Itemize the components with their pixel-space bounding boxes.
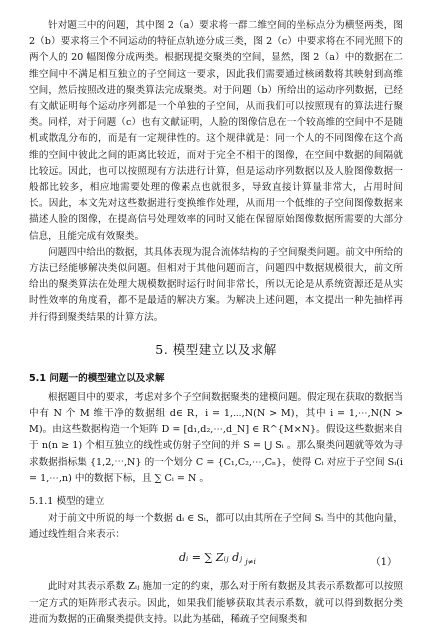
model-paragraph [29, 390, 403, 487]
equation-expression: dᵢ = ∑ Zᵢⱼ dⱼ [179, 551, 243, 565]
model-paragraph-part-1: 根据题目中的要求，考虑对多个子空间数据聚类的建模问题。假定现在获取的数据当中有 N 个 M 维干净的数据组 d [29, 391, 403, 420]
model-paragraph-part-2: ∈ R [175, 408, 195, 420]
subsection-heading: 5.1 问题一的模型建立以及求解 [29, 372, 165, 384]
paper-page [29, 18, 403, 628]
subsubsection-heading: 5.1.1 模型的建立 [29, 496, 105, 508]
intro-paragraph-2: 问题四中给出的数据，其具体表现为混合流体结构的子空间聚类问题。前文中所给的方法已经能够解决类似问题。但相对于其他问题而言，问题四中数据规模很大，前文所给出的聚类算法在处理大规模数据时运行时间非常长，所以无论是从系统资源还是从实时性效率的角度看，都不是最适的解决方案。为解决上述问题，本文提出一种先抽样再并行得到聚类结果的计算方法。 [29, 246, 403, 323]
equation-subscript: j≠i [245, 558, 256, 567]
closing-paragraph: 此时对其表示系数 Zᵢⱼ 施加一定的约束，那么对于所有数据及其表示系数都可以按照一定方式的矩阵形式表示。因此，如果我们能够获取其表示系数，就可以得到数据分类进而为数据的正确聚类提供支持。以此为基础，稀疏子空间聚类和 [29, 581, 403, 625]
equation-number: （1） [370, 557, 397, 569]
model-build-paragraph: 对于前文中所说的每一个数据 dᵢ ∈ Sᵢ，都可以由其所在子空间 Sᵢ 当中的其他向量，通过线性组合来表示： [29, 513, 403, 541]
equation-1 [29, 545, 403, 575]
section-heading: 5. 模型建立以及求解 [155, 341, 277, 357]
model-paragraph-part-3: ，i = 1,⋯,N(N > M)，其中 i = 1,⋯,N(N > M)。由这些数据构造一个矩阵 D = [d₁,d₂,⋯,d_N] ∈ R^{M×N}。假设这些数据来自于 n(n ≥ 1) 个相互独立的线性或仿射子空间的并 S = ⋃ Sᵢ 。那么聚类问题就等效为寻求数据指标集 {1,2,⋯,N} 的一个划分 C = {C₁,C₂,⋯,Cₙ}，使得 Cᵢ 对应于子空间 Sᵢ(i = 1,⋯,n) 中的数据下标，且 ∑ Cᵢ = N 。 [29, 408, 404, 484]
equation-body [179, 551, 256, 566]
intro-paragraph-1: 针对题三中的问题，其中图 2（a）要求将一群二维空间的坐标点分为横竖两类，图 2（b）要求将三个不同运动的特征点轨迹分成三类，图 2（c）中要求将在不同光照下的两个人的 20 幅图像分成两类。根据现提交聚类的空间，显然，图 2（a）中的数据在二维空间中不满足相互独立的子空间这一要求，因此我们需要通过核函数将其映射到高维空间，然后按照改进的聚类算法完成聚类。对于问题（b）所给出的运动序列数据，已经有文献证明每个运动序列都是一个单独的子空间，从而我们可以按照现有的算法进行聚类。同样，对于问题（c）也有文献证明，人脸的图像信息在一个较高维的空间中不是随机或散乱分布的，而是有一定规律性的。这个规律就是：同一个人的不同图像在这个高维的空间中彼此之间的距离比较近，而对于完全不相干的图像，在空间中数据的间隔就比较远。因此，也可以按照现有方法进行计算，但是运动序列数据以及人脸图像数据一般都比较多，相应地需要处理的像素点也就很多，导致直接计算量非常大，占用时间长。因此，本文先对这些数据进行变换维作处理，从而用一个低维的子空间图像数据来描述人脸的图像，在提高信号处理效率的同时又能在保留原始图像数据所需要的大部分信息，且能完成有效聚类。 [29, 20, 403, 242]
